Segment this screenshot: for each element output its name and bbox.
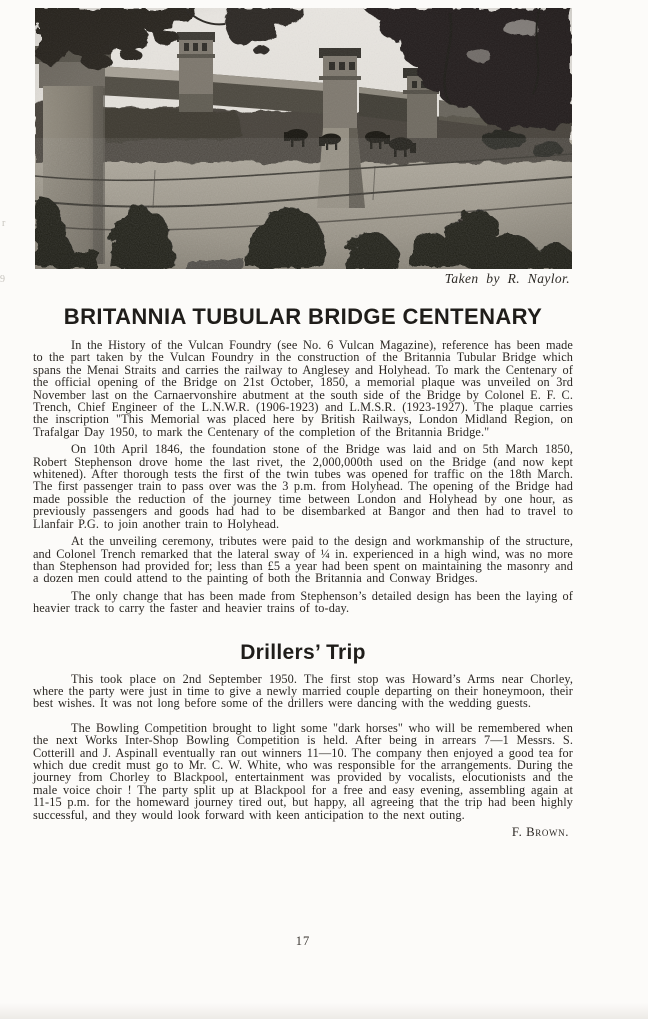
paragraph: This took place on 2nd September 1950. The first stop was Howard’s Arms near Chorley, where the party were just in time to give a newly married couple departing on their honeymoon, their best wishes. It was not long before some of the drillers were dancing with the wedding guests. — [33, 671, 573, 711]
page-number: 17 — [295, 934, 311, 948]
paragraph: The only change that has been made from Stephenson’s detailed design has been the laying of heavier track to carry the faster and heavier trains of to-day. — [33, 588, 573, 616]
bridge-photo-illustration — [35, 8, 572, 269]
scan-artifact-bottom — [0, 1003, 648, 1019]
article-title-drillers-trip: Drillers’ Trip — [240, 640, 366, 664]
paragraph: On 10th April 1846, the foundation stone of the Bridge was laid and on 5th March 1850, Robert Stephenson drove home the last rivet, the 2,000,000th used on the Bridge (and now kept whitened). After thorough tests the first of the twin tubes was opened for traffic on the 18th March. The first passenger train to pass over was the 3 p.m. from Holyhead. The opening of the Bridge had made possible the reduction of the journey time between London and Holyhead by one hour, as previously passengers and goods had had to be disembarked at Bangor and then had to travel to Llanfair P.G. to join another train to Holyhead. — [33, 442, 573, 531]
paragraph: The Bowling Competition brought to light some "dark horses" who will be remembered when the next Works Inter-Shop Bowling Competition is held. After being in arrears 7—1 Messrs. S. Cotterill and J. Aspinall eventually ran out winners 11—10. The company then enjoyed a good tea for which due credit must go to Mr. C. W. White, who was responsible for the arrangements. During the journey from Chorley to Blackpool, entertainment was provided by vocalists, elocutionists and the male voice choir ! The party split up at Blackpool for a free and easy evening, assembling again at 11-15 p.m. for the homeward journey tired out, but happy, all agreeing that the trip had been highly successful, and they would look forward with keen anticipation to the next outing. — [33, 720, 573, 822]
paragraph: In the History of the Vulcan Foundry (see No. 6 Vulcan Magazine), reference has been made to the part taken by the Vulcan Foundry in the construction of the Britannia Tubular Bridge which spans the Menai Straits and carries the railway to Anglesey and Holyhead. To mark the Centenary of the official opening of the Bridge on 21st October, 1850, a memorial plaque was unveiled on 3rd November last on the Carnaervonshire abutment at the south side of the Bridge by Colonel E. F. C. Trench, Chief Engineer of the L.N.W.R. (1906-1923) and L.M.S.R. (1923-1927). The plaque carries the inscription "This Memorial was placed here by British Railways, London Midland Region, on Trafalgar Day 1950, to mark the Centenary of the completion of the Britannia Bridge." — [33, 338, 573, 439]
photo-vignette — [35, 8, 572, 269]
author-signature: F. Brown. — [511, 825, 569, 839]
bridge-photograph — [35, 8, 572, 269]
margin-artifact: r — [2, 218, 6, 229]
article-column — [33, 304, 573, 839]
paragraph: At the unveiling ceremony, tributes were paid to the design and workmanship of the structure, and Colonel Trench remarked that the lateral sway of ¼ in. experienced in a high wind, was no more than Stephenson had provided for; less than £5 a year had been spent on maintaining the masonry and a dozen men could attend to the painting of both the Britannia and Conway Bridges. — [33, 534, 573, 586]
photo-credit-caption: Taken by R. Naylor. — [444, 271, 570, 286]
article-title-bridge-centenary: BRITANNIA TUBULAR BRIDGE CENTENARY — [63, 304, 543, 329]
margin-artifact: 9 — [0, 274, 5, 285]
